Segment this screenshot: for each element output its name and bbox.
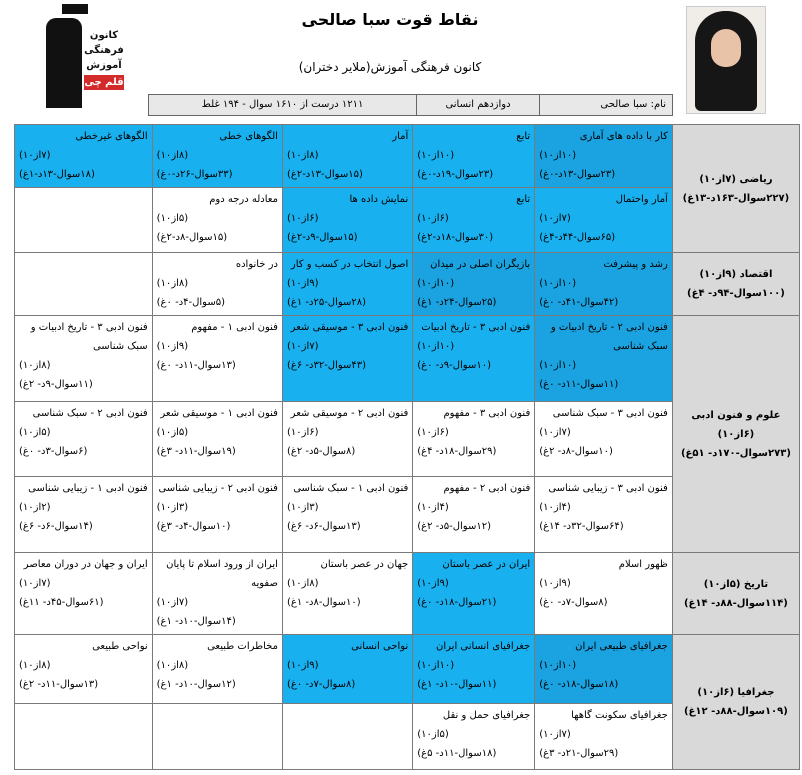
topic-rate: (۸از۱۰) (19, 660, 51, 671)
topic-cell (152, 125, 282, 188)
topic-rate: (۷از۱۰) (156, 597, 189, 608)
topic-stats: (۱۲سوال-۱۰د- ۱غ) (156, 679, 236, 690)
topic-stats: (۳۳سوال-۲۶د-۰غ) (156, 169, 233, 180)
topic-name: فنون ادبی ۲ - سبک شناسی (32, 408, 148, 419)
topic-rate: (۷از۱۰) (19, 150, 51, 161)
topic-cell (282, 125, 412, 188)
topic-cell (15, 553, 153, 635)
topic-cell (413, 635, 535, 704)
topic-cell (282, 188, 412, 253)
topic-stats: (۱۵سوال-۹د-۲غ) (286, 232, 358, 243)
topic-stats: (۸سوال-۵د- ۲غ) (286, 446, 356, 457)
topic-rate: (۹از۱۰) (417, 578, 449, 589)
topic-cell (413, 553, 535, 635)
topic-stats: (۲۹سوال-۲۱د- ۳غ) (539, 748, 619, 759)
topic-name: ظهور اسلام (618, 559, 668, 570)
topic-cell (413, 477, 535, 553)
topic-rate: (۸از۱۰) (286, 150, 319, 161)
topic-rate: (۵از۱۰) (19, 427, 51, 438)
topic-cell (535, 402, 673, 477)
table-row (15, 316, 800, 402)
topic-cell (413, 402, 535, 477)
subject-stats: (۱۰۰سوال-۹۴د- ۴غ) (687, 288, 785, 299)
topic-name: رشد و پیشرفت (603, 259, 668, 270)
subject-name: اقتصاد (۹از۱۰) (699, 269, 773, 280)
topic-cell (15, 316, 153, 402)
topic-name: نواحی طبیعی (92, 641, 148, 652)
topic-rate: (۸از۱۰) (286, 578, 319, 589)
subject-name: علوم و فنون ادبی (691, 409, 781, 421)
topic-stats: (۶۴سوال-۳۲د- ۱۴غ) (539, 521, 624, 532)
topic-cell (413, 125, 535, 188)
subject-name: جغرافیا (۶از۱۰) (697, 687, 775, 698)
topic-cell (413, 253, 535, 316)
topic-cell (152, 704, 282, 770)
student-name: نام: سبا صالحی (539, 95, 672, 115)
topic-rate: (۶از۱۰) (417, 213, 449, 224)
topic-name: نمایش داده ها (349, 194, 409, 205)
topic-stats: (۱۰سوال-۹د- ۰غ) (417, 360, 491, 371)
topic-rate: (۸از۱۰) (156, 278, 189, 289)
topic-stats: (۱۰سوال-۴د- ۳غ) (156, 521, 231, 532)
table-row (15, 635, 800, 704)
topic-cell (535, 704, 673, 770)
topic-name: فنون ادبی ۱ - سبک شناسی (293, 483, 409, 494)
topic-stats: (۴۳سوال-۳۲د- ۶غ) (286, 360, 367, 371)
subject-name: ریاضی (۷از۱۰) (699, 173, 773, 185)
topic-rate: (۹از۱۰) (286, 660, 319, 671)
topic-stats: (۸سوال-۷د- ۰غ) (286, 679, 356, 690)
topic-name: فنون ادبی ۲ - مفهوم (443, 483, 531, 494)
topic-rate: (۸از۱۰) (19, 360, 51, 371)
topic-stats: (۱۰سوال-۸د- ۲غ) (539, 446, 613, 457)
topic-rate: (۸از۱۰) (156, 150, 189, 161)
topic-rate: (۶از۱۰) (286, 427, 319, 438)
topic-stats: (۱۲سوال-۵د- ۲غ) (417, 521, 491, 532)
topic-stats: (۲۱سوال-۱۸د- ۰غ) (417, 597, 497, 608)
subject-name: تاریخ (۵از۱۰) (703, 578, 769, 590)
topic-name: جغرافیای طبیعی ایران (575, 641, 668, 652)
topic-stats: (۱۴سوال-۶د- ۶غ) (19, 521, 93, 532)
topic-cell (535, 553, 673, 635)
topic-name: آمار واحتمال (615, 194, 668, 205)
topic-rate: (۹از۱۰) (539, 578, 571, 589)
topic-cell (152, 553, 282, 635)
topic-cell (535, 188, 673, 253)
topic-rate: (۱۰از۱۰) (539, 660, 577, 671)
topic-stats: (۱۸سوال-۱۱د- ۵غ) (417, 748, 497, 759)
logo-line-2: فرهنگی (84, 45, 124, 56)
topic-rate: (۱۰از۱۰) (417, 150, 455, 161)
topic-name: فنون ادبی ۳ - موسیقی شعر (290, 322, 409, 333)
topic-stats: (۱۱سوال-۹د- ۲غ) (19, 379, 93, 390)
topic-name: تابع (516, 194, 531, 205)
topic-rate: (۷از۱۰) (286, 341, 319, 352)
subject-cell (672, 635, 799, 770)
topic-cell (15, 253, 153, 316)
topic-cell (535, 253, 673, 316)
topic-rate: (۷از۱۰) (539, 729, 571, 740)
topic-stats: (۱۱سوال-۱۱د- ۰غ) (539, 379, 619, 390)
table-row (15, 125, 800, 188)
topic-stats: (۵سوال-۴د- ۰غ) (156, 297, 226, 308)
student-grade: دوازدهم انسانی (416, 95, 539, 115)
topic-stats: (۱۵سوال-۸د-۲غ) (156, 232, 228, 243)
subject-cell (672, 253, 799, 316)
topic-rate: (۸از۱۰) (156, 660, 189, 671)
topic-stats: (۸سوال-۷د- ۰غ) (539, 597, 608, 608)
logo-text (84, 28, 124, 90)
table-row (15, 553, 800, 635)
topic-cell (15, 402, 153, 477)
topic-cell (15, 188, 153, 253)
topic-stats: (۱۵سوال-۱۳د-۲غ) (286, 169, 363, 180)
topic-cell (152, 253, 282, 316)
topic-name: اصول انتخاب در کسب و کار (290, 259, 409, 270)
logo-line-4: قلم چی (84, 77, 124, 88)
page-title: نقاط قوت سبا صالحی (301, 10, 479, 29)
brand-logo (40, 4, 122, 112)
topic-rate: (۱۰از۱۰) (539, 150, 577, 161)
topic-cell (152, 188, 282, 253)
topic-stats: (۶۱سوال-۴۵د- ۱۱غ) (19, 597, 104, 608)
topic-rate: (۱۰از۱۰) (417, 278, 455, 289)
topic-stats: (۲۹سوال-۱۸د- ۴غ) (417, 446, 497, 457)
topic-cell (152, 316, 282, 402)
topic-name: ایران از ورود اسلام تا پایان صفویه (166, 559, 278, 589)
subject-stats: (۱۱۴سوال-۸۸د- ۱۴غ) (683, 597, 788, 609)
topic-cell (282, 402, 412, 477)
topic-stats: (۲۸سوال-۲۵د- ۱غ) (286, 297, 367, 308)
topic-name: فنون ادبی ۱ - مفهوم (191, 322, 278, 333)
logo-figure (46, 18, 82, 108)
table-row (15, 253, 800, 316)
topic-rate: (۶از۱۰) (417, 427, 449, 438)
topic-rate: (۹از۱۰) (286, 278, 319, 289)
topic-stats: (۱۴سوال-۱۰د- ۱غ) (156, 616, 236, 627)
student-photo (686, 6, 766, 114)
topic-stats: (۱۹سوال-۱۱د- ۳غ) (156, 446, 236, 457)
subject-stats: (۲۷۳سوال-۱۷۰د- ۵۱غ) (680, 447, 791, 459)
topic-name: فنون ادبی ۳ - تاریخ ادبیات (421, 322, 531, 333)
page-subtitle: کانون فرهنگی آموزش(ملایر دختران) (298, 60, 482, 74)
topic-name: آمار (392, 131, 409, 142)
topic-stats: (۶۵سوال-۴۴د-۴غ) (539, 232, 616, 243)
topic-rate: (۵از۱۰) (156, 213, 189, 224)
topic-rate: (۵از۱۰) (417, 729, 449, 740)
topic-cell (282, 704, 412, 770)
topic-rate: (۱۰از۱۰) (539, 278, 577, 289)
photo-face (711, 29, 741, 67)
topic-rate: (۲از۱۰) (19, 502, 51, 513)
topic-name: فنون ادبی ۲ - زیبایی شناسی (158, 483, 278, 494)
topic-name: الگوهای غیرخطی (75, 131, 148, 142)
topic-rate: (۱۰از۱۰) (417, 341, 455, 352)
topic-cell (535, 477, 673, 553)
topic-cell (15, 635, 153, 704)
topic-stats: (۲۵سوال-۲۴د- ۱غ) (417, 297, 497, 308)
logo-line-3: آموزش (86, 60, 122, 71)
topic-stats: (۲۳سوال-۱۹د-۰غ) (417, 169, 494, 180)
topic-name: فنون ادبی ۲ - تاریخ ادبیات و سبک شناسی (550, 322, 668, 352)
topic-rate: (۷از۱۰) (19, 578, 51, 589)
student-score: ۱۲۱۱ درست از ۱۶۱۰ سوال - ۱۹۴ غلط (201, 99, 364, 110)
topic-name: فنون ادبی ۱ - زیبایی شناسی (28, 483, 148, 494)
topic-stats: (۱۳سوال-۱۱د- ۰غ) (156, 360, 236, 371)
topic-cell (152, 635, 282, 704)
topic-name: معادله درجه دوم (209, 194, 278, 205)
topic-cell (15, 704, 153, 770)
topic-cell (282, 635, 412, 704)
topic-stats: (۴۲سوال-۴۱د- ۰غ) (539, 297, 619, 308)
topic-name: مخاطرات طبیعی (207, 641, 278, 652)
topic-rate: (۳از۱۰) (156, 502, 189, 513)
topic-cell (152, 477, 282, 553)
topic-rate: (۴از۱۰) (417, 502, 449, 513)
topic-name: کار با داده های آماری (579, 131, 668, 142)
topic-name: جغرافیای سکونت گاهها (571, 710, 668, 721)
topic-rate: (۹از۱۰) (156, 341, 189, 352)
topic-rate: (۳از۱۰) (286, 502, 319, 513)
topic-stats: (۶سوال-۳د- ۰غ) (19, 446, 88, 457)
topic-name: جغرافیای حمل و نقل (442, 710, 531, 721)
topic-cell (535, 635, 673, 704)
topic-rate: (۱۰از۱۰) (417, 660, 455, 671)
graduation-cap-icon (62, 4, 88, 14)
subject-stats: (۱۰۹سوال-۸۸د- ۱۲غ) (683, 706, 788, 717)
topic-name: بازیگران اصلی در میدان (430, 259, 531, 270)
topic-rate: (۴از۱۰) (539, 502, 571, 513)
topic-stats: (۱۱سوال-۱۰د- ۱غ) (417, 679, 497, 690)
logo-line-1: کانون (89, 30, 119, 41)
topic-rate: (۷از۱۰) (539, 213, 571, 224)
subject-stats: (۲۲۷سوال-۱۶۳د-۱۳غ) (682, 192, 790, 204)
subject-rate: (۶از۱۰) (717, 428, 755, 440)
topic-rate: (۱۰از۱۰) (539, 360, 577, 371)
topic-name: جغرافیای انسانی ایران (436, 641, 531, 652)
topic-name: ایران و جهان در دوران معاصر (23, 559, 148, 570)
topic-stats: (۳۰سوال-۱۸د-۲غ) (417, 232, 494, 243)
topic-stats: (۱۰سوال-۸د- ۱غ) (286, 597, 361, 608)
strengths-table (14, 124, 800, 770)
subject-cell (672, 125, 799, 253)
topic-cell (535, 316, 673, 402)
topic-name: فنون ادبی ۳ - مفهوم (443, 408, 531, 419)
topic-stats: (۱۳سوال-۶د- ۶غ) (286, 521, 361, 532)
topic-name: الگوهای خطی (219, 131, 278, 142)
topic-stats: (۱۳سوال-۱۱د- ۲غ) (19, 679, 99, 690)
topic-cell (152, 402, 282, 477)
topic-name: فنون ادبی ۱ - موسیقی شعر (160, 408, 278, 419)
student-info-bar (148, 94, 673, 116)
topic-rate: (۵از۱۰) (156, 427, 189, 438)
topic-name: فنون ادبی ۲ - موسیقی شعر (290, 408, 409, 419)
topic-cell (413, 316, 535, 402)
topic-name: فنون ادبی ۳ - تاریخ ادبیات و سبک شناسی (30, 322, 148, 352)
topic-rate: (۷از۱۰) (539, 427, 571, 438)
topic-name: در خانواده (235, 259, 278, 270)
topic-cell (282, 553, 412, 635)
topic-cell (282, 477, 412, 553)
topic-stats: (۱۸سوال-۱۳د-۱غ) (19, 169, 95, 180)
topic-stats: (۱۸سوال-۱۸د- ۰غ) (539, 679, 619, 690)
topic-cell (535, 125, 673, 188)
topic-cell (413, 704, 535, 770)
subject-cell (672, 553, 799, 635)
topic-cell (413, 188, 535, 253)
topic-name: جهان در عصر باستان (320, 559, 409, 570)
topic-name: تابع (516, 131, 531, 142)
topic-name: فنون ادبی ۳ - زیبایی شناسی (548, 483, 668, 494)
topic-name: فنون ادبی ۳ - سبک شناسی (552, 408, 668, 419)
topic-cell (282, 316, 412, 402)
topic-cell (282, 253, 412, 316)
subject-cell (672, 316, 799, 553)
topic-cell (15, 477, 153, 553)
topic-stats: (۲۳سوال-۱۳د-۰غ) (539, 169, 616, 180)
topic-rate: (۶از۱۰) (286, 213, 319, 224)
topic-name: ایران در عصر باستان (442, 559, 531, 570)
topic-cell (15, 125, 153, 188)
topic-name: نواحی انسانی (351, 641, 409, 652)
